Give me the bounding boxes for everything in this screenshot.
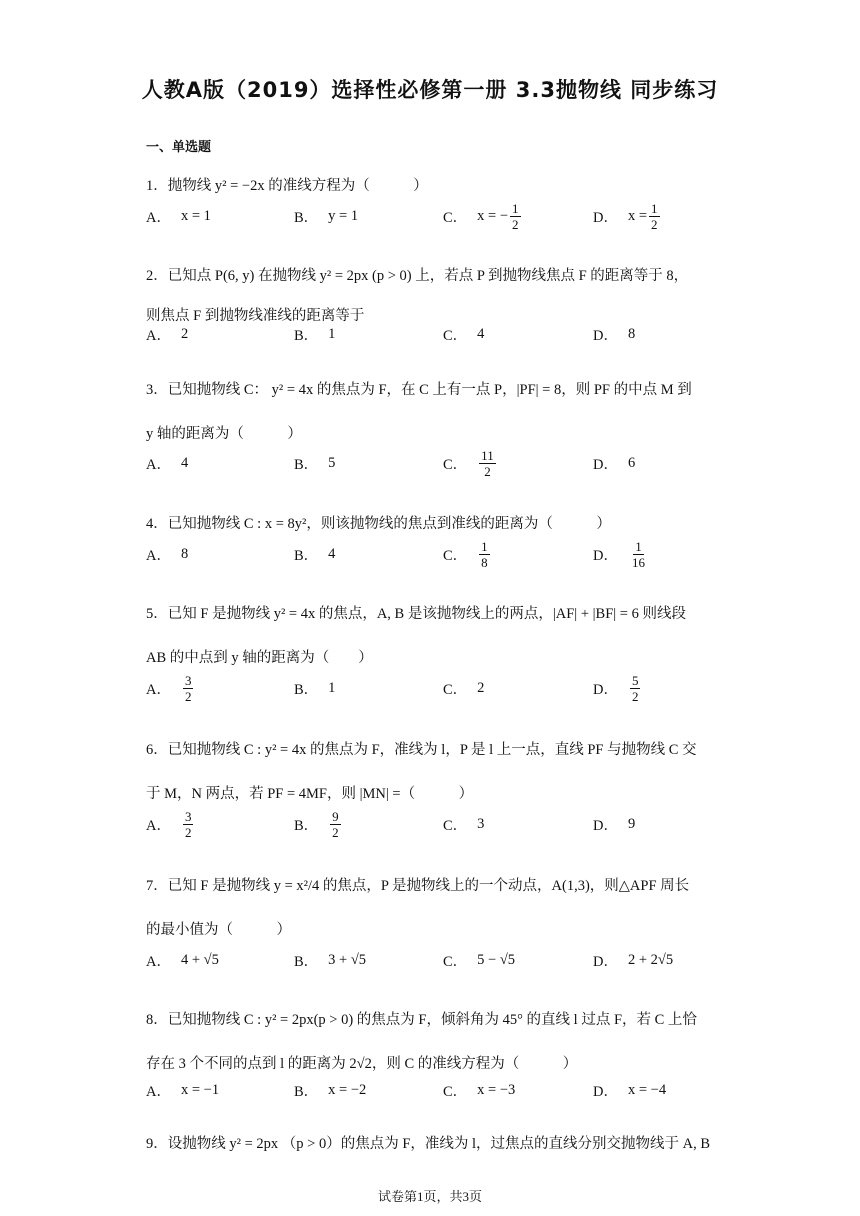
option-c [443, 1072, 515, 1108]
option-text: x = − [477, 207, 509, 224]
option-text: x = [627, 207, 648, 224]
option-text: 4 + √5 [180, 951, 219, 968]
option-label: A． [146, 456, 171, 473]
option-text: 1 [328, 679, 336, 696]
option-c [443, 942, 515, 978]
option-d [593, 445, 635, 481]
option-label: A． [146, 1083, 171, 1100]
page-footer: 试卷第1页，共3页 [377, 1189, 482, 1204]
option-d [593, 316, 635, 352]
fraction-denominator: 8 [481, 554, 488, 570]
fraction-numerator: 1 [651, 200, 658, 216]
question-5-stem-line: AB 的中点到 y 轴的距离为（ ） [146, 650, 373, 666]
option-text: x = −2 [328, 1081, 367, 1098]
option-text: 4 [477, 325, 485, 342]
option-text: x = −4 [627, 1081, 667, 1098]
fraction-numerator: 3 [184, 672, 192, 688]
question-8-stem-line: 存在 3 个不同的点到 l 的距离为 2√2，则 C 的准线方程为（ ） [146, 1056, 578, 1072]
option-label: C． [443, 817, 468, 834]
question-3-options [146, 445, 706, 481]
option-label: C． [443, 209, 468, 226]
fraction [183, 809, 194, 840]
option-label: D． [593, 1083, 618, 1100]
question-6-stem-line: 6．已知抛物线 C : y² = 4x 的焦点为 F，准线为 l，P 是 l 上一点，直线 PF 与抛物线 C 交 [146, 742, 697, 758]
option-label: A． [146, 817, 171, 834]
fraction [510, 201, 521, 232]
fraction-numerator: 5 [631, 672, 639, 688]
option-label: B． [294, 209, 319, 226]
fraction [479, 539, 490, 570]
option-d [593, 536, 649, 572]
question-4-options [146, 536, 706, 572]
option-text: 6 [627, 454, 636, 471]
option-a [146, 1072, 219, 1108]
fraction-denominator: 2 [512, 216, 519, 232]
option-d [593, 670, 642, 706]
fraction [479, 448, 496, 479]
option-a [146, 445, 188, 481]
option-text: 3 + √5 [328, 951, 367, 968]
question-2-stem-line: 2．已知点 P(6, y) 在抛物线 y² = 2px (p > 0) 上，若点 P 到抛物线焦点 F 的距离等于 8， [146, 268, 689, 284]
question-6-options [146, 806, 706, 842]
question-7-stem-line: 7．已知 F 是抛物线 y = x²/4 的焦点，P 是抛物线上的一个动点，A(1,3)，则△APF 周长 [146, 878, 690, 894]
question-2-options [146, 316, 706, 352]
option-b [294, 806, 343, 842]
option-b [294, 670, 335, 706]
fraction-denominator: 2 [332, 824, 339, 840]
question-2-stem-line: 则焦点 F 到抛物线准线的距离等于 [146, 308, 365, 324]
option-b [294, 445, 335, 481]
question-3-stem-line: y 轴的距离为（ ） [146, 426, 302, 442]
option-text: 4 [328, 545, 336, 562]
option-c [443, 198, 523, 234]
option-b [294, 1072, 366, 1108]
option-c [443, 316, 484, 352]
option-text: 8 [180, 545, 189, 562]
option-c [443, 806, 484, 842]
option-a [146, 198, 211, 234]
option-text: 8 [627, 325, 636, 342]
option-label: C． [443, 1083, 468, 1100]
fraction [330, 809, 341, 840]
option-text: x = 1 [180, 207, 211, 224]
question-5-stem-line: 5．已知 F 是抛物线 y² = 4x 的焦点，A, B 是该抛物线上的两点，|AF| + |BF| = 6 则线段 [146, 606, 686, 622]
question-6-stem-line: 于 M，N 两点，若 PF = 4MF，则 |MN| =（ ） [146, 786, 474, 802]
option-text: 2 [477, 679, 485, 696]
fraction-numerator: 11 [481, 447, 494, 463]
option-text: 3 [477, 815, 485, 832]
fraction-denominator: 2 [651, 216, 658, 232]
option-d [593, 942, 673, 978]
fraction [630, 673, 641, 704]
option-label: B． [294, 327, 319, 344]
question-3-stem-line: 3．已知抛物线 C： y² = 4x 的焦点为 F，在 C 上有一点 P，|PF| = 8，则 PF 的中点 M 到 [146, 382, 692, 398]
option-label: A． [146, 327, 171, 344]
question-8-stem-line: 8．已知抛物线 C : y² = 2px(p > 0) 的焦点为 F，倾斜角为 45° 的直线 l 过点 F，若 C 上恰 [146, 1012, 697, 1028]
option-label: A． [146, 547, 171, 564]
question-8-options [146, 1072, 706, 1108]
option-b [294, 316, 335, 352]
option-label: B． [294, 817, 319, 834]
option-label: B． [294, 681, 319, 698]
option-text: 5 − √5 [477, 951, 516, 968]
option-text: y = 1 [328, 207, 359, 224]
option-label: C． [443, 327, 468, 344]
fraction-denominator: 16 [631, 554, 645, 570]
option-label: C． [443, 681, 468, 698]
question-7-stem-line: 的最小值为（ ） [146, 922, 291, 938]
option-text: x = −1 [180, 1081, 220, 1098]
option-label: D． [593, 681, 618, 698]
option-label: D． [593, 327, 618, 344]
question-1-stem-line: 1．抛物线 y² = −2x 的准线方程为（ ） [146, 178, 428, 194]
fraction-numerator: 1 [512, 200, 519, 216]
page-title: 人教A版（2019）选择性必修第一册 3.3抛物线 同步练习 [141, 78, 719, 102]
option-d [593, 198, 662, 234]
section-heading: 一、单选题 [146, 140, 212, 155]
option-a [146, 670, 195, 706]
option-b [294, 536, 335, 572]
option-c [443, 445, 498, 481]
fraction-denominator: 2 [184, 688, 192, 704]
option-d [593, 1072, 666, 1108]
fraction-denominator: 2 [631, 688, 639, 704]
option-label: D． [593, 953, 618, 970]
option-label: D． [593, 209, 618, 226]
option-b [294, 198, 358, 234]
option-label: C． [443, 456, 468, 473]
option-text: 5 [328, 454, 336, 471]
option-label: D． [593, 817, 618, 834]
option-label: D． [593, 456, 618, 473]
option-a [146, 316, 188, 352]
option-label: A． [146, 953, 171, 970]
question-7-options [146, 942, 706, 978]
option-c [443, 670, 484, 706]
option-text: 2 [180, 325, 189, 342]
option-a [146, 942, 219, 978]
option-c [443, 536, 492, 572]
option-label: B． [294, 953, 319, 970]
option-label: A． [146, 209, 171, 226]
option-label: B． [294, 1083, 319, 1100]
option-text: 2 + 2√5 [627, 951, 674, 968]
option-label: B． [294, 456, 319, 473]
option-label: B． [294, 547, 319, 564]
option-text: 1 [328, 325, 336, 342]
option-label: D． [593, 547, 618, 564]
fraction [649, 201, 660, 232]
option-text: 4 [180, 454, 189, 471]
option-label: C． [443, 547, 468, 564]
option-a [146, 536, 188, 572]
option-d [593, 806, 635, 842]
option-text: x = −3 [477, 1081, 516, 1098]
fraction-numerator: 1 [635, 538, 642, 554]
option-text: 9 [627, 815, 636, 832]
fraction-denominator: 2 [184, 824, 192, 840]
option-label: A． [146, 681, 171, 698]
question-4-stem-line: 4．已知抛物线 C : x = 8y²，则该抛物线的焦点到准线的距离为（ ） [146, 516, 611, 532]
fraction-numerator: 3 [184, 808, 192, 824]
fraction-numerator: 1 [481, 538, 488, 554]
question-1-options [146, 198, 706, 234]
option-b [294, 942, 366, 978]
fraction [183, 673, 194, 704]
option-label: C． [443, 953, 468, 970]
question-5-options [146, 670, 706, 706]
fraction-numerator: 9 [332, 808, 339, 824]
question-9-stem-line: 9．设抛物线 y² = 2px （p > 0）的焦点为 F，准线为 l，过焦点的直线分别交抛物线于 A, B [146, 1136, 711, 1152]
fraction-denominator: 2 [484, 463, 491, 479]
option-a [146, 806, 195, 842]
fraction [630, 539, 647, 570]
